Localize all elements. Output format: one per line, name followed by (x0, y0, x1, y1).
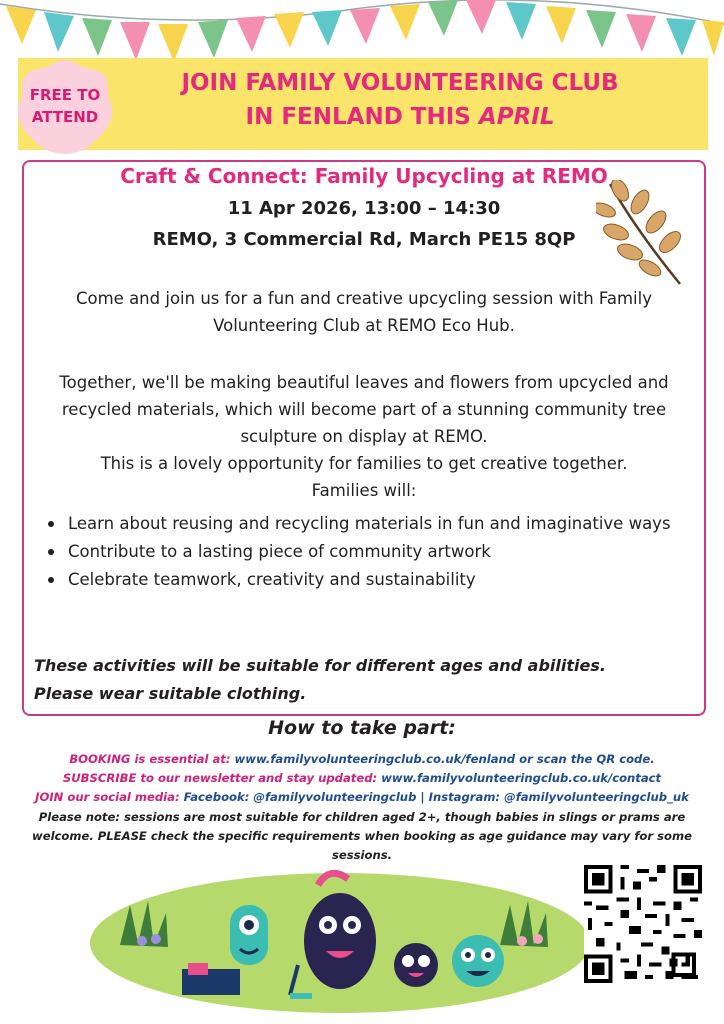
badge-line2: ATTEND (31, 108, 99, 126)
bullet-item: Contribute to a lasting piece of community artwork (44, 538, 694, 566)
note-line1: These activities will be suitable for different ages and abilities. (34, 656, 606, 675)
social-line (0, 788, 724, 807)
bullet-item: Celebrate teamwork, creativity and sustainability (44, 566, 694, 594)
booking-line (0, 750, 724, 769)
subscribe-label: SUBSCRIBE to our newsletter and stay updated: (62, 771, 378, 785)
subscribe-line (0, 769, 724, 788)
intro-paragraph: Come and join us for a fun and creative upcycling session with Family Volunteering Club at REMO Eco Hub. (75, 289, 652, 335)
together-paragraph (30, 369, 698, 504)
qr-code-icon[interactable] (584, 865, 702, 983)
booking-link[interactable]: www.familyvolunteeringclub.co.uk/fenland or scan the QR code. (234, 752, 655, 766)
badge-line1: FREE TO (29, 86, 101, 104)
banner-title-line2-prefix: IN FENLAND THIS (245, 104, 471, 130)
free-badge-text (16, 84, 114, 128)
autumn-leaves-icon (596, 180, 688, 288)
families-will-text: Families will: (311, 481, 417, 500)
opportunity-text: This is a lovely opportunity for families to get creative together. (100, 454, 628, 473)
how-to-take-part-heading: How to take part: (268, 717, 456, 739)
banner-title (120, 66, 680, 134)
bullet-item: Learn about reusing and recycling materials in fun and imaginative ways (44, 510, 694, 538)
together-text: Together, we'll be making beautiful leaves and flowers from upcycled and recycled materials, which will become part of a stunning community tree sculpture on display at REMO. (59, 373, 669, 446)
event-location: REMO, 3 Commercial Rd, March PE15 8QP (152, 229, 576, 250)
please-note: Please note: sessions are most suitable for children aged 2+, though babies in slings or prams are welcome. PLEASE check the specific requirements when booking as age guidance may vary for some sessions. (32, 810, 692, 862)
event-datetime: 11 Apr 2026, 13:00 – 14:30 (227, 198, 501, 219)
banner-title-line1: JOIN FAMILY VOLUNTEERING CLUB (181, 70, 619, 96)
booking-label: BOOKING is essential at: (69, 752, 231, 766)
social-label: JOIN our social media: (35, 790, 180, 804)
suitability-note (34, 652, 694, 708)
banner-title-line2 (120, 100, 680, 134)
families-bullet-list (44, 510, 694, 594)
note-line2: Please wear suitable clothing. (34, 684, 307, 703)
social-links[interactable]: Facebook: @familyvolunteeringclub | Instagram: @familyvolunteeringclub_uk (183, 790, 689, 804)
monsters-illustration (90, 865, 584, 1015)
banner-title-month: APRIL (478, 104, 555, 130)
event-title: Craft & Connect: Family Upcycling at REMO (120, 164, 608, 188)
subscribe-link[interactable]: www.familyvolunteeringclub.co.uk/contact (381, 771, 662, 785)
